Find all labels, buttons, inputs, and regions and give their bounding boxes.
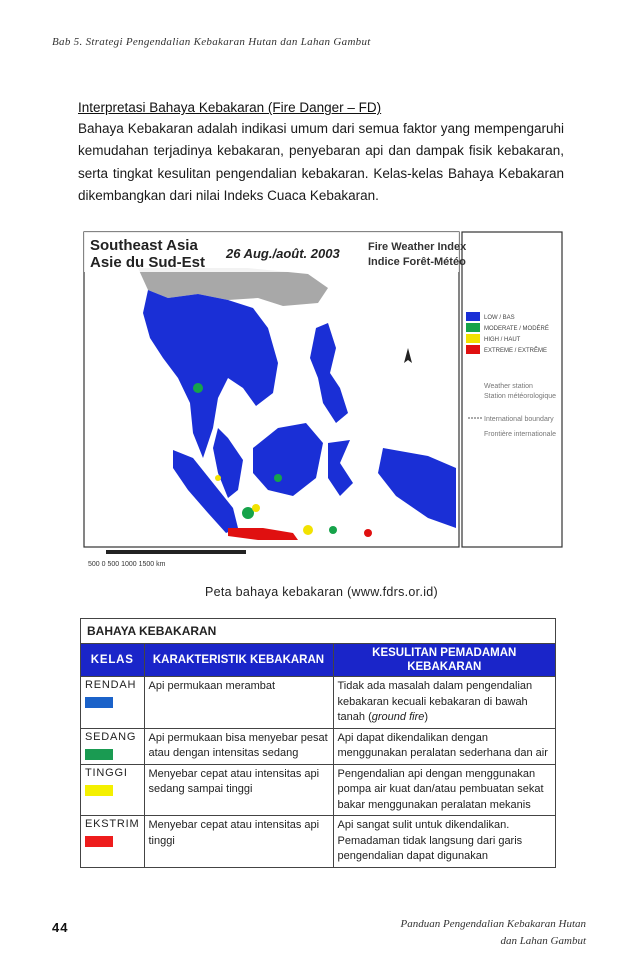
kelas-label: SEDANG	[85, 730, 137, 743]
kesulitan-cell: Pengendalian api dengan menggunakan pompa air kuat dan/atau pembuatan sekat bakar menggunakan peralatan mekanis	[333, 764, 556, 816]
header-kesulitan: KESULITAN PEMADAMAN KEBAKARAN	[333, 644, 556, 677]
scale-label: 500 0 500 1000 1500 km	[88, 561, 166, 568]
kesulitan-cell: Api sangat sulit untuk dikendalikan. Pemadaman tidak langsung dari garis pengendalian dapat digunakan	[333, 816, 556, 868]
karakteristik-cell: Menyebar cepat atau intensitas api tinggi	[144, 816, 333, 868]
table-title: BAHAYA KEBAKARAN	[81, 619, 556, 644]
karakteristik-cell: Api permukaan bisa menyebar pesat atau dengan intensitas sedang	[144, 728, 333, 764]
legend-boundary: International boundary	[484, 416, 554, 423]
kesulitan-cell: Tidak ada masalah dalam pengendalian kebakaran kecuali kebakaran di bawah tanah (ground fire)	[333, 677, 556, 729]
legend-moderate: MODERATE / MODÉRÉ	[484, 326, 549, 332]
kelas-label: EKSTRIM	[85, 818, 140, 830]
kelas-label: TINGGI	[85, 766, 128, 779]
kelas-label: RENDAH	[85, 679, 137, 691]
map-title-en: Southeast Asia	[90, 237, 198, 254]
legend-station: Weather station	[484, 383, 533, 390]
legend-boundary-fr: Frontière internationale	[484, 431, 556, 438]
book-title-line1: Panduan Pengendalian Kebakaran Hutan	[400, 918, 586, 930]
figure-caption: Peta bahaya kebakaran (www.fdrs.or.id)	[204, 585, 439, 599]
section-paragraph	[78, 118, 564, 207]
table-row	[81, 764, 556, 816]
legend-extreme: EXTREME / EXTRÊME	[484, 348, 548, 354]
karakteristik-cell: Menyebar cepat atau intensitas api sedang sampai tinggi	[144, 764, 333, 816]
legend-low: LOW / BAS	[484, 315, 515, 321]
table-row	[81, 816, 556, 868]
legend-high: HIGH / HAUT	[484, 337, 521, 343]
color-swatch	[85, 749, 113, 760]
table-row	[81, 728, 556, 764]
running-header: Bab 5. Strategi Pengendalian Kebakaran Hutan dan Lahan Gambut	[52, 36, 371, 48]
color-swatch	[85, 785, 113, 796]
section-title: Interpretasi Bahaya Kebakaran (Fire Danger – FD)	[78, 100, 382, 115]
color-swatch	[85, 697, 113, 708]
book-title-footer	[401, 916, 586, 950]
map-index-fr: Indice Forêt-Météo	[368, 256, 466, 268]
color-swatch	[85, 836, 113, 847]
map-index-en: Fire Weather Index	[368, 241, 467, 253]
map-title-fr: Asie du Sud-Est	[90, 254, 206, 271]
page-number: 44	[52, 920, 69, 935]
book-title-line2: dan Lahan Gambut	[500, 935, 586, 947]
fire-weather-index-map	[78, 228, 565, 572]
kesulitan-text: Tidak ada masalah dalam pengendalian kebakaran kecuali kebakaran di bawah tanah	[337, 680, 533, 723]
karakteristik-cell: Api permukaan merambat	[144, 677, 333, 729]
kesulitan-cell: Api dapat dikendalikan dengan menggunakan peralatan sederhana dan air	[333, 728, 556, 764]
header-karakteristik: KARAKTERISTIK KEBAKARAN	[144, 644, 333, 677]
fire-danger-table	[80, 618, 556, 868]
kesulitan-italic-term: ground fire	[371, 711, 425, 723]
header-kelas: KELAS	[81, 644, 145, 677]
legend-station-fr: Station météorologique	[484, 393, 556, 400]
map-date: 26 Aug./août. 2003	[226, 246, 340, 261]
table-row	[81, 677, 556, 729]
paragraph-text: Bahaya Kebakaran adalah indikasi umum dari semua faktor yang mempengaruhi kemudahan terjadinya kebakaran, penyebaran api dan dampak fisik kebakaran, serta tingkat kesulitan pengendalian kebakaran. Kelas-kelas Bahaya Kebakaran dikembangkan dari nilai Indeks Cuaca Kebakaran.	[78, 121, 564, 203]
